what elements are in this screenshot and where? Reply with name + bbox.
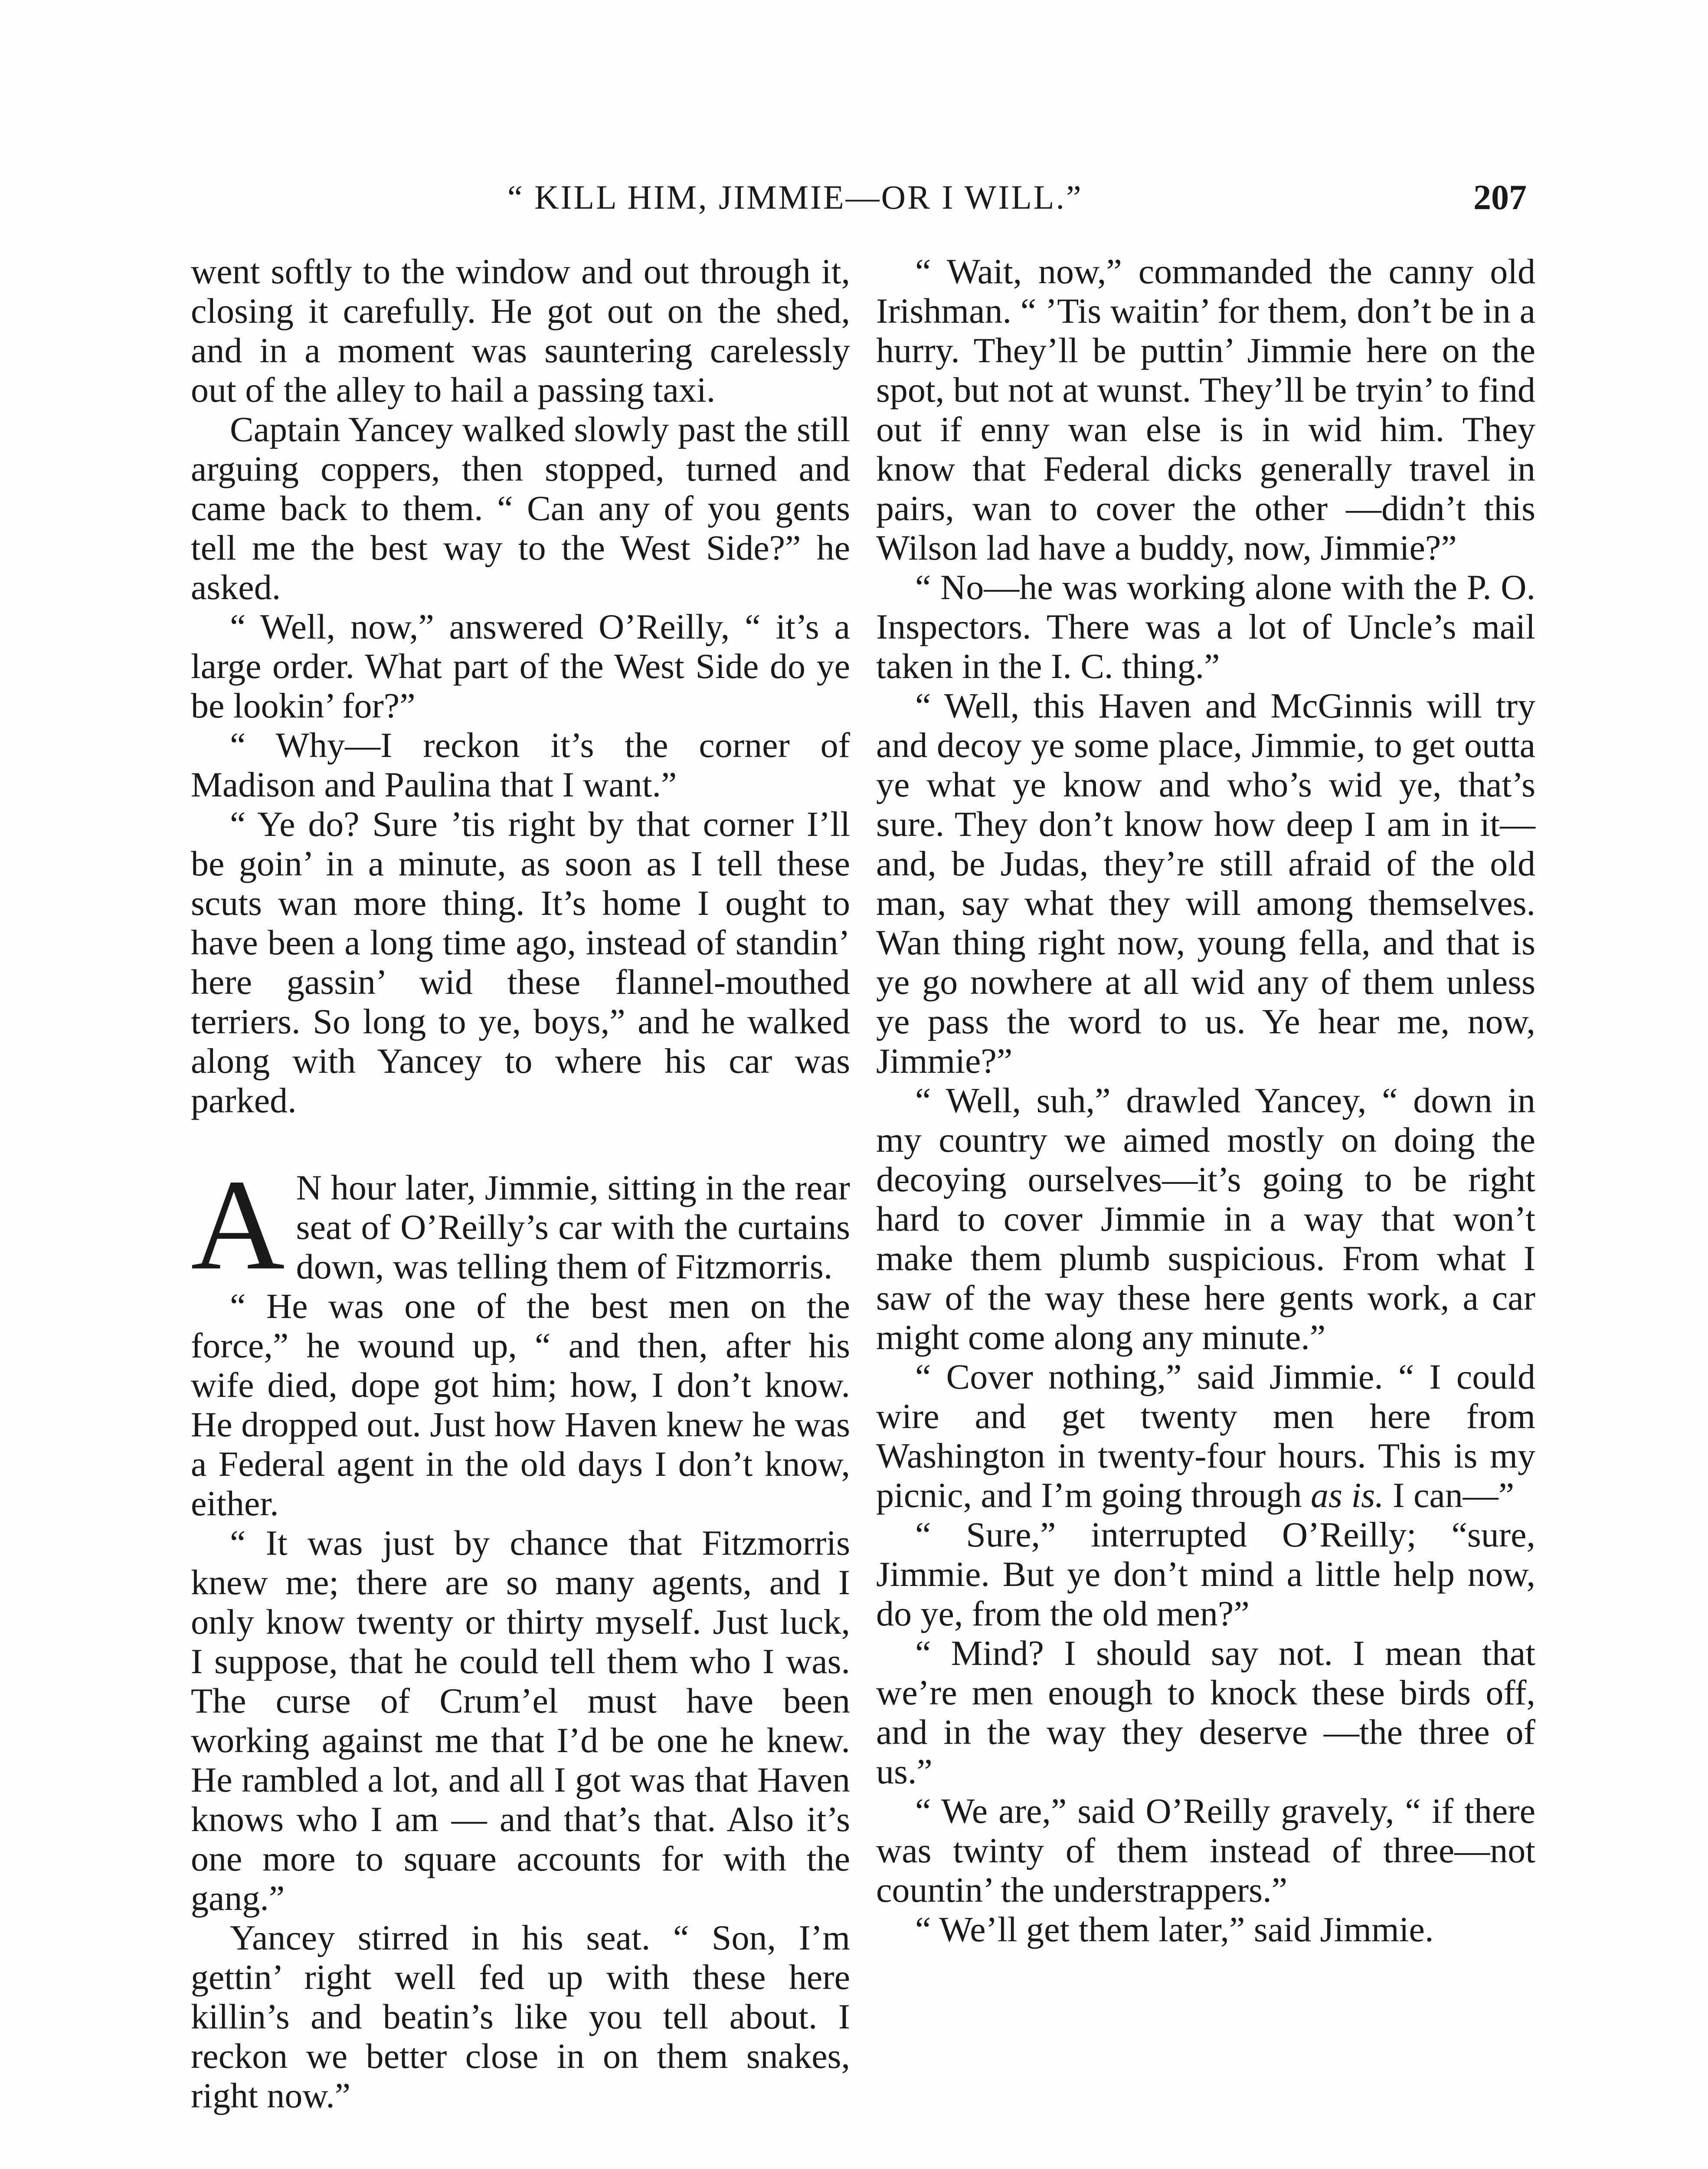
paragraph: went softly to the window and out through it, closing it carefully. He got out on the shed, and in a moment was sauntering carelessly out of the alley to hail a passing taxi.	[191, 252, 850, 410]
paragraph-text: “ Cover nothing,” said Jimmie. “ I could wire and get twenty men here from Washington in twenty-four hours. This is my picnic, and I’m going through	[876, 1357, 1535, 1515]
dropcap-paragraph-text: N hour later, Jimmie, sitting in the rear seat of O’Reilly’s car with the curtains down, was telling them of Fitzmorris.	[296, 1168, 850, 1286]
left-column	[191, 252, 850, 2115]
paragraph-text: I can—”	[1384, 1475, 1515, 1515]
section-break	[191, 1120, 850, 1168]
paragraph: “ Well, now,” answered O’Reilly, “ it’s a large order. What part of the West Side do ye be lookin’ for?”	[191, 607, 850, 725]
italic-text: as is.	[1311, 1475, 1384, 1515]
paragraph: “ We’ll get them later,” said Jimmie.	[915, 1910, 1434, 1949]
running-head	[182, 174, 1527, 221]
running-title: “ KILL HIM, JIMMIE—OR I WILL.”	[507, 178, 1083, 216]
page-number: 207	[1473, 177, 1527, 217]
paragraph: “ No—he was working alone with the P. O. Inspectors. There was a lot of Uncle’s mail taken in the I. C. thing.”	[876, 567, 1535, 686]
paragraph: “ It was just by chance that Fitzmorris knew me; there are so many agents, and I only know twenty or thirty myself. Just luck, I suppose, that he could tell them who I was. The curse of Crum’el must have been working against me that I’d be one he knew. He rambled a lot, and all I got was that Haven knows who I am — and that’s that. Also it’s one more to square accounts for with the gang.”	[191, 1523, 850, 1918]
paragraph: “ He was one of the best men on the force,” he wound up, “ and then, after his wife died, dope got him; how, I don’t know. He dropped out. Just how Haven knew he was a Federal agent in the old days I don’t know, either.	[191, 1286, 850, 1523]
drop-cap: A	[191, 1153, 285, 1297]
right-column	[876, 252, 1535, 1949]
paragraph: “ Well, this Haven and McGinnis will try and decoy ye some place, Jimmie, to get outta ye what ye know and who’s wid ye, that’s sure. They don’t know how deep I am in it—and, be Judas, they’re still afraid of the old man, say what they will among themselves. Wan thing right now, young fella, and that is ye go nowhere at all wid any of them unless ye pass the word to us. Ye hear me, now, Jimmie?”	[876, 686, 1535, 1081]
dropcap-paragraph	[191, 1153, 850, 1297]
paragraph: “ Mind? I should say not. I mean that we’re men enough to knock these birds off, and in the way they deserve —the three of us.”	[876, 1633, 1535, 1791]
paragraph: Captain Yancey walked slowly past the still arguing coppers, then stopped, turned and came back to them. “ Can any of you gents tell me the best way to the West Side?” he asked.	[191, 410, 850, 607]
paragraph: “ Wait, now,” commanded the canny old Irishman. “ ’Tis waitin’ for them, don’t be in a hurry. They’ll be puttin’ Jimmie here on the spot, but not at wunst. They’ll be tryin’ to find out if enny wan else is in wid him. They know that Federal dicks generally travel in pairs, wan to cover the other —didn’t this Wilson lad have a buddy, now, Jimmie?”	[876, 252, 1535, 567]
paragraph: “ We are,” said O’Reilly gravely, “ if there was twinty of them instead of three—not countin’ the understrappers.”	[876, 1791, 1535, 1910]
paragraph: “ Well, suh,” drawled Yancey, “ down in my country we aimed mostly on doing the decoying ourselves—it’s going to be right hard to cover Jimmie in a way that won’t make them plumb suspicious. From what I saw of the way these here gents work, a car might come along any minute.”	[876, 1081, 1535, 1357]
paragraph	[876, 1357, 1535, 1515]
paragraph: “ Sure,” interrupted O’Reilly; “sure, Jimmie. But ye don’t mind a little help now, do ye, from the old men?”	[876, 1515, 1535, 1633]
paragraph: “ Ye do? Sure ’tis right by that corner I’ll be goin’ in a minute, as soon as I tell these scuts wan more thing. It’s home I ought to have been a long time ago, instead of standin’ here gassin’ wid these flannel-mouthed terriers. So long to ye, boys,” and he walked along with Yancey to where his car was parked.	[191, 804, 850, 1120]
paragraph: “ Why—I reckon it’s the corner of Madison and Paulina that I want.”	[191, 725, 850, 804]
paragraph: Yancey stirred in his seat. “ Son, I’m gettin’ right well fed up with these here killin’s and beatin’s like you tell about. I reckon we better close in on them snakes, right now.”	[191, 1918, 850, 2115]
